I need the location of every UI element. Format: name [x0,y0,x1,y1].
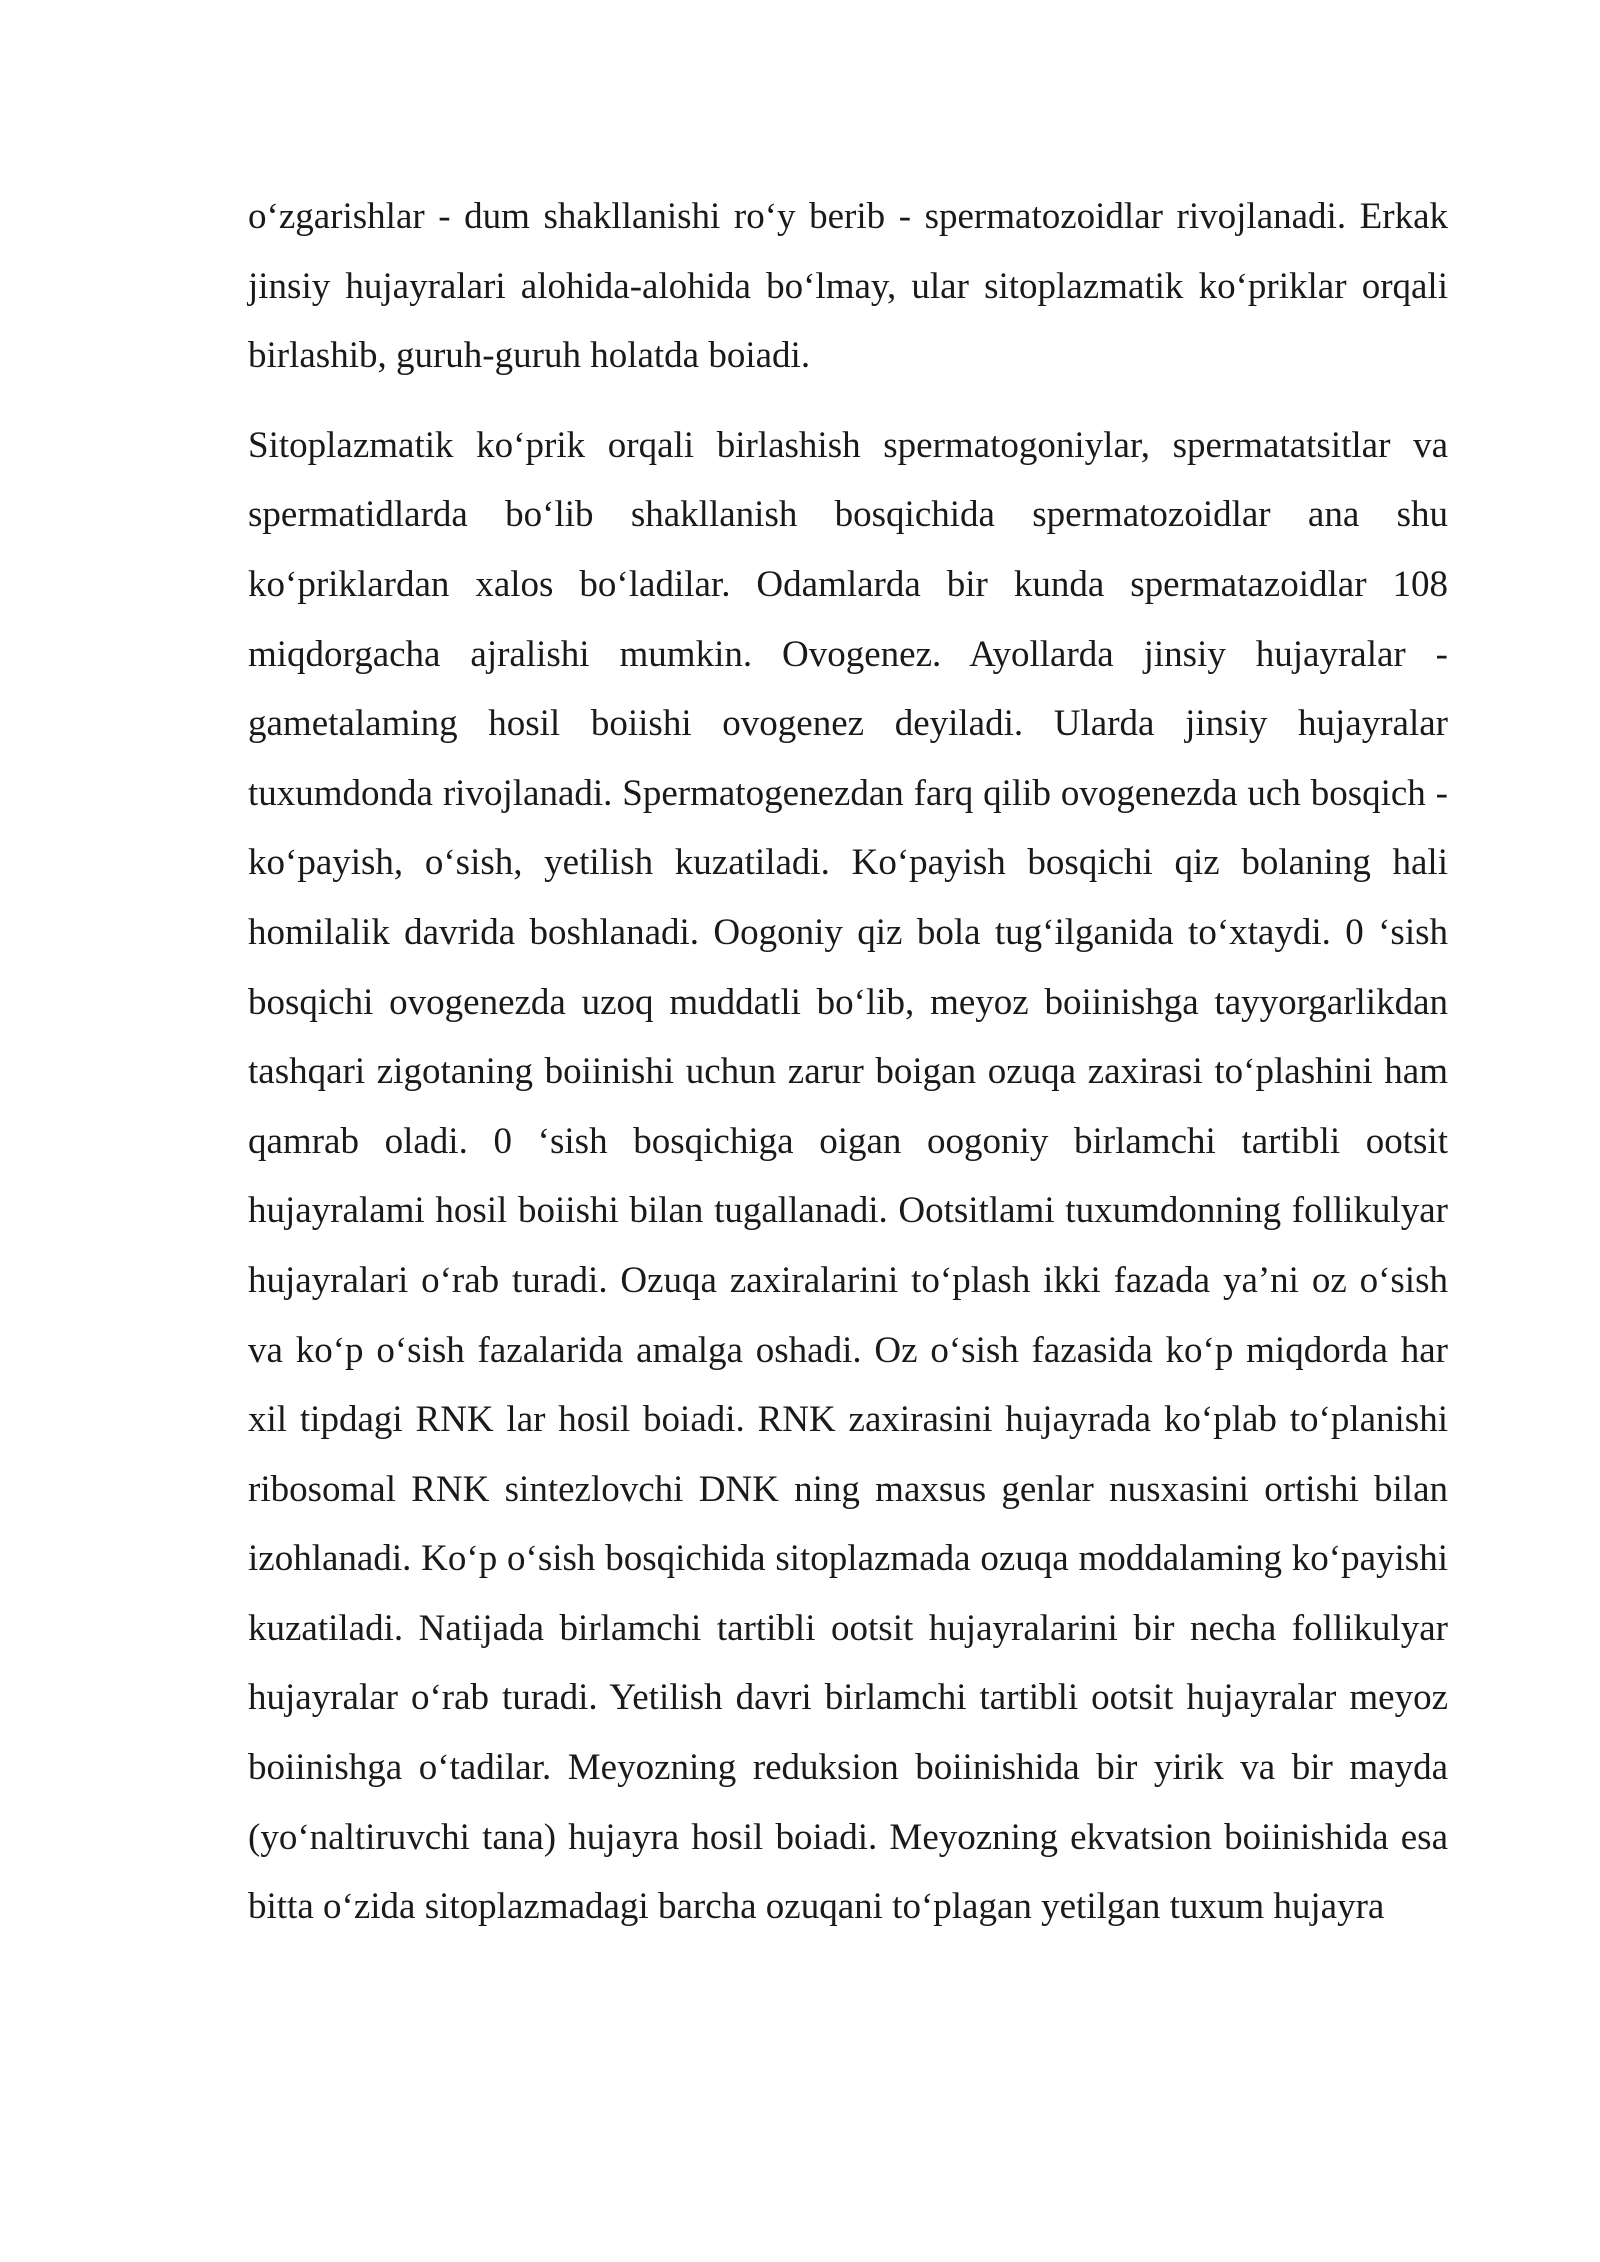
body-text [248,182,1448,1942]
paragraph-2: Sitoplazmatik ko‘prik orqali birlashish spermatogoniylar, spermatatsitlar va spermatidlarda bo‘lib shakllanish bosqichida spermatozoidlar ana shu ko‘priklardan xalos bo‘ladilar. Odamlarda bir kunda spermatazoidlar 108 miqdorgacha ajralishi mumkin. Ovogenez. Ayollarda jinsiy hujayralar - gametalaming hosil boiishi ovogenez deyiladi. Ularda jinsiy hujayralar tuxumdonda rivojlanadi. Spermatogenezdan farq qilib ovogenezda uch bosqich - ko‘payish, o‘sish, yetilish kuzatiladi. Ko‘payish bosqichi qiz bolaning hali homilalik davrida boshlanadi. Oogoniy qiz bola tug‘ilganida to‘xtaydi. 0 ‘sish bosqichi ovogenezda uzoq muddatli bo‘lib, meyoz boiinishga tayyorgarlikdan tashqari zigotaning boiinishi uchun zarur boigan ozuqa zaxirasi to‘plashini ham qamrab oladi. 0 ‘sish bosqichiga oigan oogoniy birlamchi tartibli ootsit hujayralami hosil boiishi bilan tugallanadi. Ootsitlami tuxumdonning follikulyar hujayralari o‘rab turadi. Ozuqa zaxiralarini to‘plash ikki fazada ya’ni oz o‘sish va ko‘p o‘sish fazalarida amalga oshadi. Oz o‘sish fazasida ko‘p miqdorda har xil tipdagi RNK lar hosil boiadi. RNK zaxirasini hujayrada ko‘plab to‘planishi ribosomal RNK sintezlovchi DNK ning maxsus genlar nusxasini ortishi bilan izohlanadi. Ko‘p o‘sish bosqichida sitoplazmada ozuqa moddalaming ko‘payishi kuzatiladi. Natijada birlamchi tartibli ootsit hujayralarini bir necha follikulyar hujayralar o‘rab turadi. Yetilish davri birlamchi tartibli ootsit hujayralar meyoz boiinishga o‘tadilar. Meyozning reduksion boiinishida bir yirik va bir mayda (yo‘naltiruvchi tana) hujayra hosil boiadi. Meyozning ekvatsion boiinishida esa bitta o‘zida sitoplazmadagi barcha ozuqani to‘plagan yetilgan tuxum hujayra [248,424,1448,1928]
paragraph-1: o‘zgarishlar - dum shakllanishi ro‘y berib - spermatozoidlar rivojlanadi. Erkak jinsiy hujayralari alohida-alohida bo‘lmay, ular sitoplazmatik ko‘priklar orqali birlashib, guruh-guruh holatda boiadi. [248,196,1448,377]
